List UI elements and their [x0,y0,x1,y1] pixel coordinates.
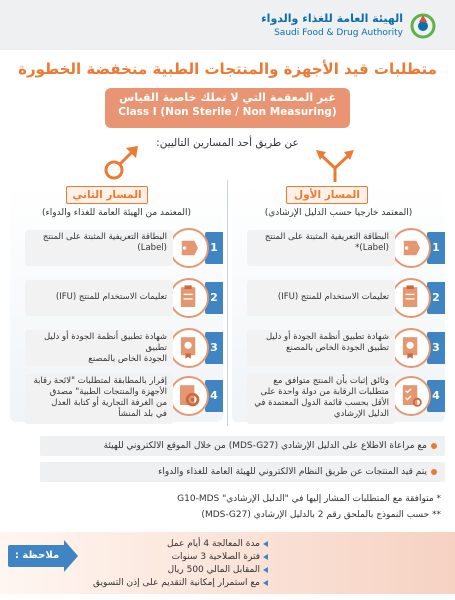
step-text: الدليل الإرشادي [333,409,389,419]
triangle-bullet-icon [263,580,268,586]
bullet-icon [431,443,437,449]
path2-label: المسار الثاني [66,186,148,204]
step-number: 1 [205,232,223,264]
certificate-icon [391,328,431,368]
arrow-pointer-icon [64,540,78,572]
step-text: البطاقة التعريفية المثبتة على المنتج [264,232,389,242]
clipboard-icon [391,278,431,318]
triangle-bullet-icon [263,541,268,547]
step-number: 2 [427,282,445,314]
sfda-logo-icon [409,12,437,40]
info-bar-system [40,462,445,482]
step-text: تطبيق الجودة الخاص بالمصنع [286,343,389,353]
step-number: 4 [427,380,445,412]
step-text: (Label)* [355,243,389,253]
step-text: من الغرفة التجارية أو كتابة العدل [51,398,167,408]
footer-item [118,551,268,564]
step-text: الجودة الخاص بالمصنع [88,354,167,364]
page-title: متطلبات قيد الأجهزة والمنتجات الطبية منخفضة الخطورة [18,60,437,78]
footer-item-text: فترة الصلاحية 3 سنوات [171,552,260,562]
header [0,0,455,50]
footer-list [93,538,268,590]
step-number: 3 [427,332,445,364]
path2-subtitle: (المعتمد من الهيئة العامة للغذاء والدواء) [42,208,191,218]
sfda-logo [213,10,443,44]
step-text: شهادة تطبيق أنظمة الجودة أو دليل تطبيق [43,332,167,353]
org-name-ar: الهيئة العامة للغذاء والدواء [261,12,403,25]
step-text: شهادة تطبيق أنظمة الجودة أو دليل [265,332,389,342]
step-text: إقرار بالمطابقة لمتطلبات "لائحة رقابة [33,376,167,386]
note-2: ** حسب النموذج بالملحق رقم 2 بالدليل الإرشادي (MDS-G27) [201,510,441,520]
info-bar-guide [40,436,445,456]
bullet-icon [431,469,437,475]
note-label: ملاحظة : [8,545,66,567]
checklist-icon [391,376,431,416]
path1-label: المسار الأول [286,186,368,204]
paths-intro: عن طريق أحد المسارين التاليين: [156,137,299,149]
tag-icon [391,228,431,268]
step-card [247,374,395,424]
single-arrow-icon [98,140,144,184]
certificate-icon [169,328,209,368]
footer-item-text: مدة المعالجة 4 أيام عمل [166,539,260,549]
step-card [25,330,173,366]
step-number: 2 [205,282,223,314]
step-card [25,374,173,424]
note-1: * متوافقة مع المتطلبات المشار إليها في "الدليل الإرشادي" G10-MDS [177,494,441,504]
path2-step-3 [10,326,223,370]
footer-item-text: مع استمرار إمكانية التقديم على إذن التسويق [93,578,260,588]
info-text: مع مراعاة الاطلاع على الدليل الإرشادي (MDS-G27) من خلال الموقع الالكتروني للهيئة [103,441,427,451]
step-number: 1 [427,232,445,264]
triangle-bullet-icon [263,554,268,560]
step-text: الأقل بحسب قائمة الدول المعتمدة في [254,398,389,408]
path1-step-2 [232,276,445,320]
class-banner-en: Class I (Non Sterile / Non Measuring) [118,106,337,118]
path-divider [227,180,228,426]
step-card [247,230,395,266]
footer-item [93,577,268,590]
path2-step-2 [10,276,223,320]
step-text: متطلبات الرقابة من دولة واحدة على [260,387,389,397]
path1-subtitle: (المعتمد خارجيا حسب الدليل الإرشادي) [264,208,413,218]
class-banner-ar: غير المعقمة التي لا تملك خاصية القياس [119,91,336,104]
footer-item-text: المقابل المالي 500 ريال [167,565,260,575]
tag-icon [169,228,209,268]
path1-step-1 [232,226,445,270]
path2-step-4 [10,374,223,418]
class-banner [105,88,350,128]
path1-step-3 [232,326,445,370]
info-text: يتم قيد المنتجات عن طريق النظام الالكتروني للهيئة العامة للغذاء والدواء [158,467,427,477]
triangle-bullet-icon [263,567,268,573]
gears-icon [169,376,209,416]
clipboard-icon [169,278,209,318]
step-number: 4 [205,380,223,412]
path2-step-1 [10,226,223,270]
step-card [25,230,173,266]
step-text: وثائق إثبات بأن المنتج متوافق مع [273,376,389,386]
step-text: الأجهزة والمنتجات الطبية" مصدق [49,387,167,397]
org-name-en: Saudi Food & Drug Authority [274,28,403,38]
step-text: تعليمات الاستخدام للمنتج (IFU) [55,292,167,302]
step-number: 3 [205,332,223,364]
footer-item [118,564,268,577]
step-text: تعليمات الاستخدام للمنتج (IFU) [277,292,389,302]
step-card [25,280,173,316]
footer-item [118,538,268,551]
step-card [247,280,395,316]
step-text: البطاقة التعريفية المثبتة على المنتج [42,232,167,242]
step-text: في بلد المنشأ [118,409,167,419]
step-text: (Label) [137,243,167,253]
path1-step-4 [232,374,445,418]
step-card [247,330,395,366]
